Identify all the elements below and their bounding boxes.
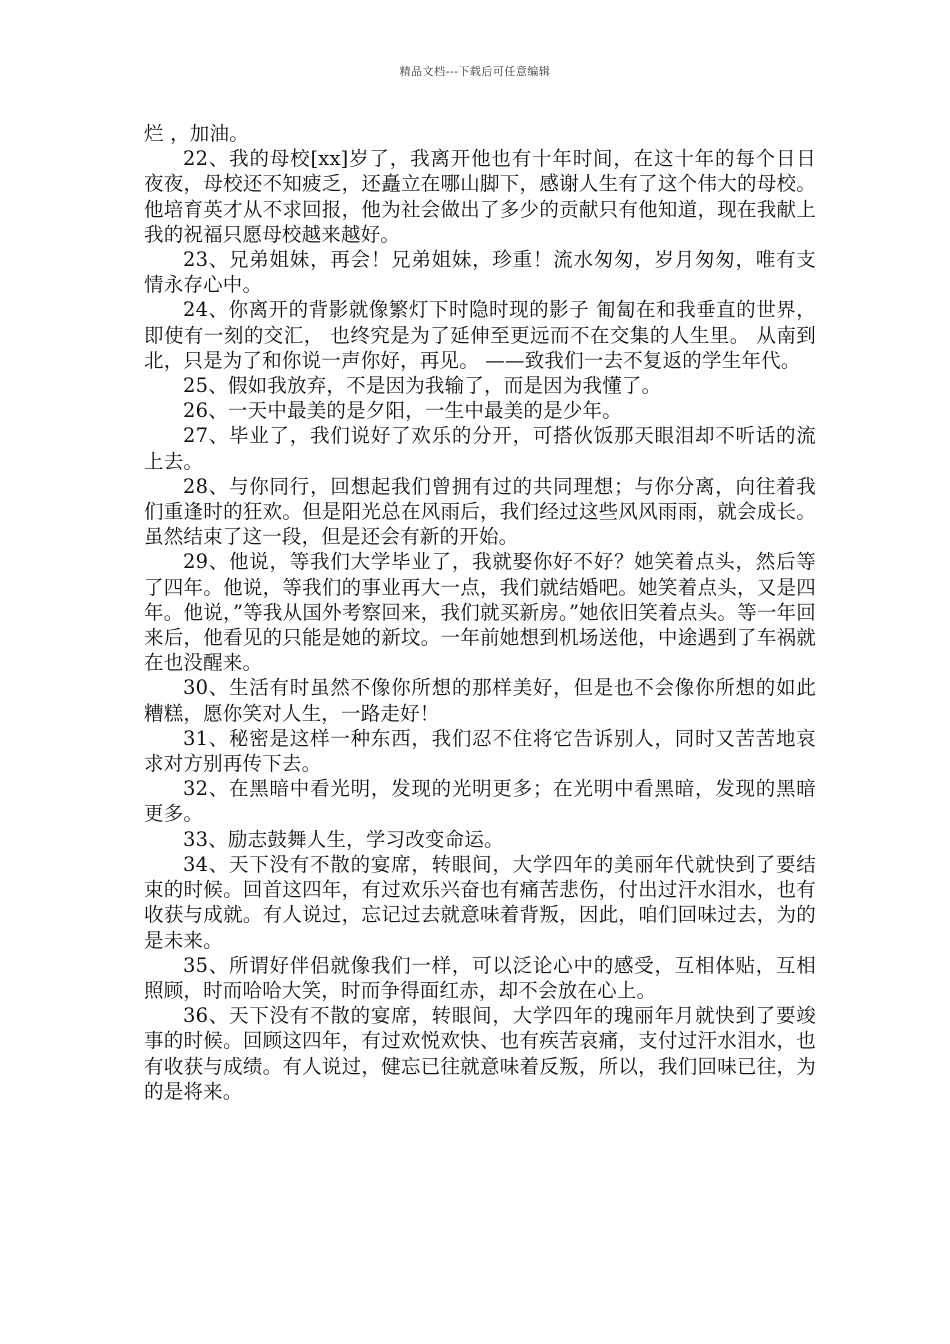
paragraph-34: 34、天下没有不散的宴席，转眼间，大学四年的美丽年代就快到了要结束的时候。回首这四年，有过欢乐兴奋也有痛苦悲伤，付出过汗水泪水，也有收获与成就。有人说过，忘记过去就意味着背叛，因此，咱们回味过去，为的是未来。 [144,852,816,952]
paragraph-29: 29、他说，等我们大学毕业了，我就娶你好不好？她笑着点头，然后等了四年。他说，等我们的事业再大一点，我们就结婚吧。她笑着点头，又是四年。他说，”等我从国外考察回来，我们就买新房。”她依旧笑着点头。等一年回来后，他看见的只能是她的新坟。一年前她想到机场送他，中途遇到了车祸就在也没醒来。 [144,550,816,675]
paragraph-22: 22、我的母校[xx]岁了，我离开他也有十年时间，在这十年的每个日日夜夜，母校还不知疲乏，还矗立在哪山脚下，感谢人生有了这个伟大的母校。他培育英才从不求回报，他为社会做出了多少的贡献只有他知道，现在我献上我的祝福只愿母校越来越好。 [144,147,816,246]
paragraph-36: 36、天下没有不散的宴席，转眼间，大学四年的瑰丽年月就快到了要竣事的时候。回顾这四年，有过欢悦欢快、也有疾苦哀痛，支付过汗水泪水，也有收获与成绩。有人说过，健忘已往就意味着反叛，所以，我们回味已往，为的是将来。 [144,1004,816,1103]
paragraph-33: 33、励志鼓舞人生，学习改变命运。 [183,827,504,851]
document-body [144,121,816,1104]
paragraph-30: 30、生活有时虽然不像你所想的那样美好，但是也不会像你所想的如此糟糕，愿你笑对人生，一路走好！ [144,676,816,725]
paragraph-23: 23、兄弟姐妹，再会！兄弟姐妹，珍重！流水匆匆，岁月匆匆，唯有支情永存心中。 [144,248,816,297]
paragraph-35: 35、所谓好伴侣就像我们一样，可以泛论心中的感受，互相体贴，互相照顾，时而哈哈大笑，时而争得面红赤，却不会放在心上。 [144,953,816,1002]
paragraph-25: 25、假如我放弃，不是因为我输了，而是因为我懂了。 [183,374,662,398]
page-header: 精品文档---下载后可任意编辑 [399,65,551,78]
paragraph-32: 32、在黑暗中看光明，发现的光明更多；在光明中看黑暗，发现的黑暗更多。 [144,777,816,826]
paragraph-28: 28、与你同行，回想起我们曾拥有过的共同理想；与你分离，向往着我们重逢时的狂欢。但是阳光总在风雨后，我们经过这些风风雨雨，就会成长。虽然结束了这一段，但是还会有新的开始。 [144,474,816,549]
paragraph-continuation: 烂 ，加油。 [144,122,249,145]
paragraph-27: 27、毕业了，我们说好了欢乐的分开，可搭伙饭那天眼泪却不听话的流上去。 [144,424,816,473]
paragraph-24: 24、你离开的背影就像繁灯下时隐时现的影子 匍匐在和我垂直的世界， 即使有一刻的交汇， 也终究是为了延伸至更远而不在交集的人生里。 从南到北，只是为了和你说一声你好，再见。 ——致我们一去不复返的学生年代。 [144,298,816,372]
paragraph-31: 31、秘密是这样一种东西，我们忍不住将它告诉别人，同时又苦苦地哀求对方别再传下去。 [144,726,816,776]
paragraph-26: 26、一天中最美的是夕阳，一生中最美的是少年。 [183,399,622,423]
